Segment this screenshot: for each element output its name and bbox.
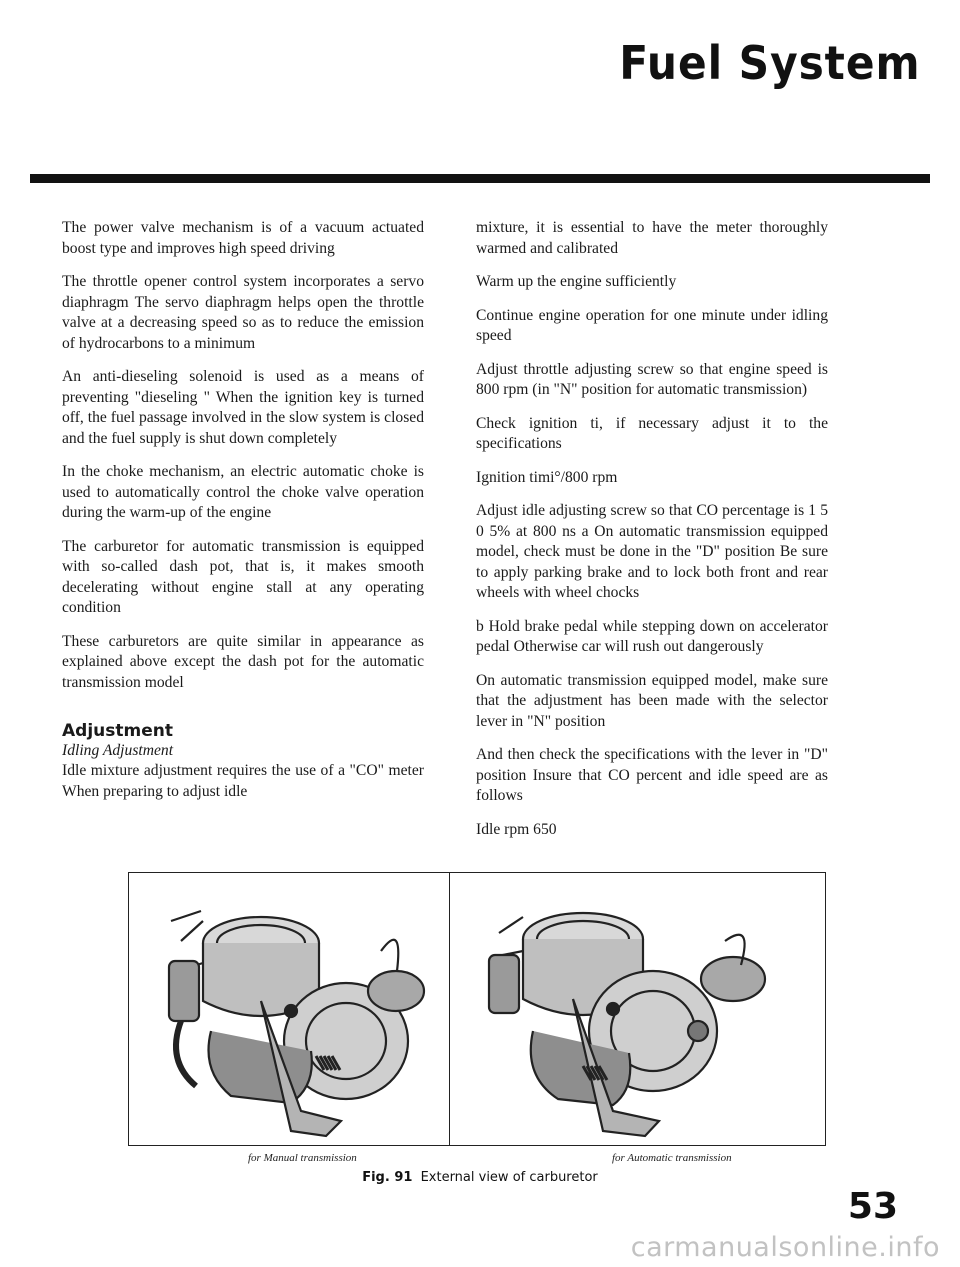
left-column [62, 218, 424, 815]
automatic-transmission-caption: for Automatic transmission [612, 1152, 732, 1164]
paragraph: In the choke mechanism, an electric automatic choke is used to automatically control the choke valve operation during the warm-up of the engine [62, 463, 424, 521]
page-title: Fuel System [618, 36, 920, 90]
figure-frame [128, 872, 826, 1146]
manual-transmission-caption: for Manual transmission [248, 1152, 357, 1164]
paragraph: Continue engine operation for one minute under idling speed [476, 306, 828, 344]
paragraph: Ignition timi°/800 rpm [476, 468, 618, 486]
paragraph: These carburetors are quite similar in appearance as explained above except the dash pot for the automatic transmission model [62, 632, 424, 691]
paragraph: mixture, it is essential to have the meter thoroughly warmed and calibrated [476, 219, 828, 257]
paragraph: Adjust idle adjusting screw so that CO percentage is 1 5 0 5% at 800 ns a On automatic transmission equipped model, check must be done in the "D" position Be sure to apply parking brake and to lock both front and rear wheels with wheel chocks [476, 502, 828, 601]
page-number: 53 [847, 1186, 898, 1227]
watermark: carmanualsonline.info [630, 1232, 940, 1263]
figure-divider [449, 873, 450, 1145]
paragraph: The carburetor for automatic transmission is equipped with so-called dash pot, that is, it makes smooth decelerating without engine stall at any operating condition [62, 537, 424, 616]
paragraph: The throttle opener control system incorporates a servo diaphragm The servo diaphragm helps open the throttle valve at a decreasing speed so as to reduce the emission of hydrocarbons to a minimum [62, 273, 424, 352]
manual-carburetor-illustration [141, 881, 437, 1139]
right-column [476, 218, 828, 853]
paragraph: Idle rpm 650 [476, 820, 557, 838]
paragraph: And then check the specifications with the lever in "D" position Insure that CO percent and idle speed are as follows [476, 746, 828, 804]
paragraph: The power valve mechanism is of a vacuum actuated boost type and improves high speed driving [62, 219, 424, 257]
header-rule [30, 174, 930, 183]
paragraph: Adjust throttle adjusting screw so that engine speed is 800 rpm (in "N" position for automatic transmission) [476, 360, 828, 398]
paragraph: An anti-dieseling solenoid is used as a means of preventing "dieseling " When the ignition key is turned off, the fuel passage involved in the slow system is closed and the fuel supply is shut down completely [62, 368, 424, 447]
figure-caption [0, 1170, 960, 1185]
paragraph: Idle mixture adjustment requires the use of a "CO" meter When preparing to adjust idle [62, 762, 424, 800]
figure-label: Fig. 91 [362, 1170, 413, 1185]
paragraph: On automatic transmission equipped model, make sure that the adjustment has been made with the selector lever in "N" position [476, 671, 828, 730]
paragraph: b Hold brake pedal while stepping down on accelerator pedal Otherwise car will rush out dangerously [476, 617, 828, 655]
figure-title: External view of carburetor [420, 1170, 598, 1185]
automatic-carburetor-illustration [463, 881, 815, 1139]
subsection-heading: Idling Adjustment [62, 742, 174, 759]
paragraph: Check ignition ti, if necessary adjust it to the specifications [476, 414, 828, 452]
paragraph: Warm up the engine sufficiently [476, 273, 677, 290]
section-heading: Adjustment [62, 721, 173, 741]
